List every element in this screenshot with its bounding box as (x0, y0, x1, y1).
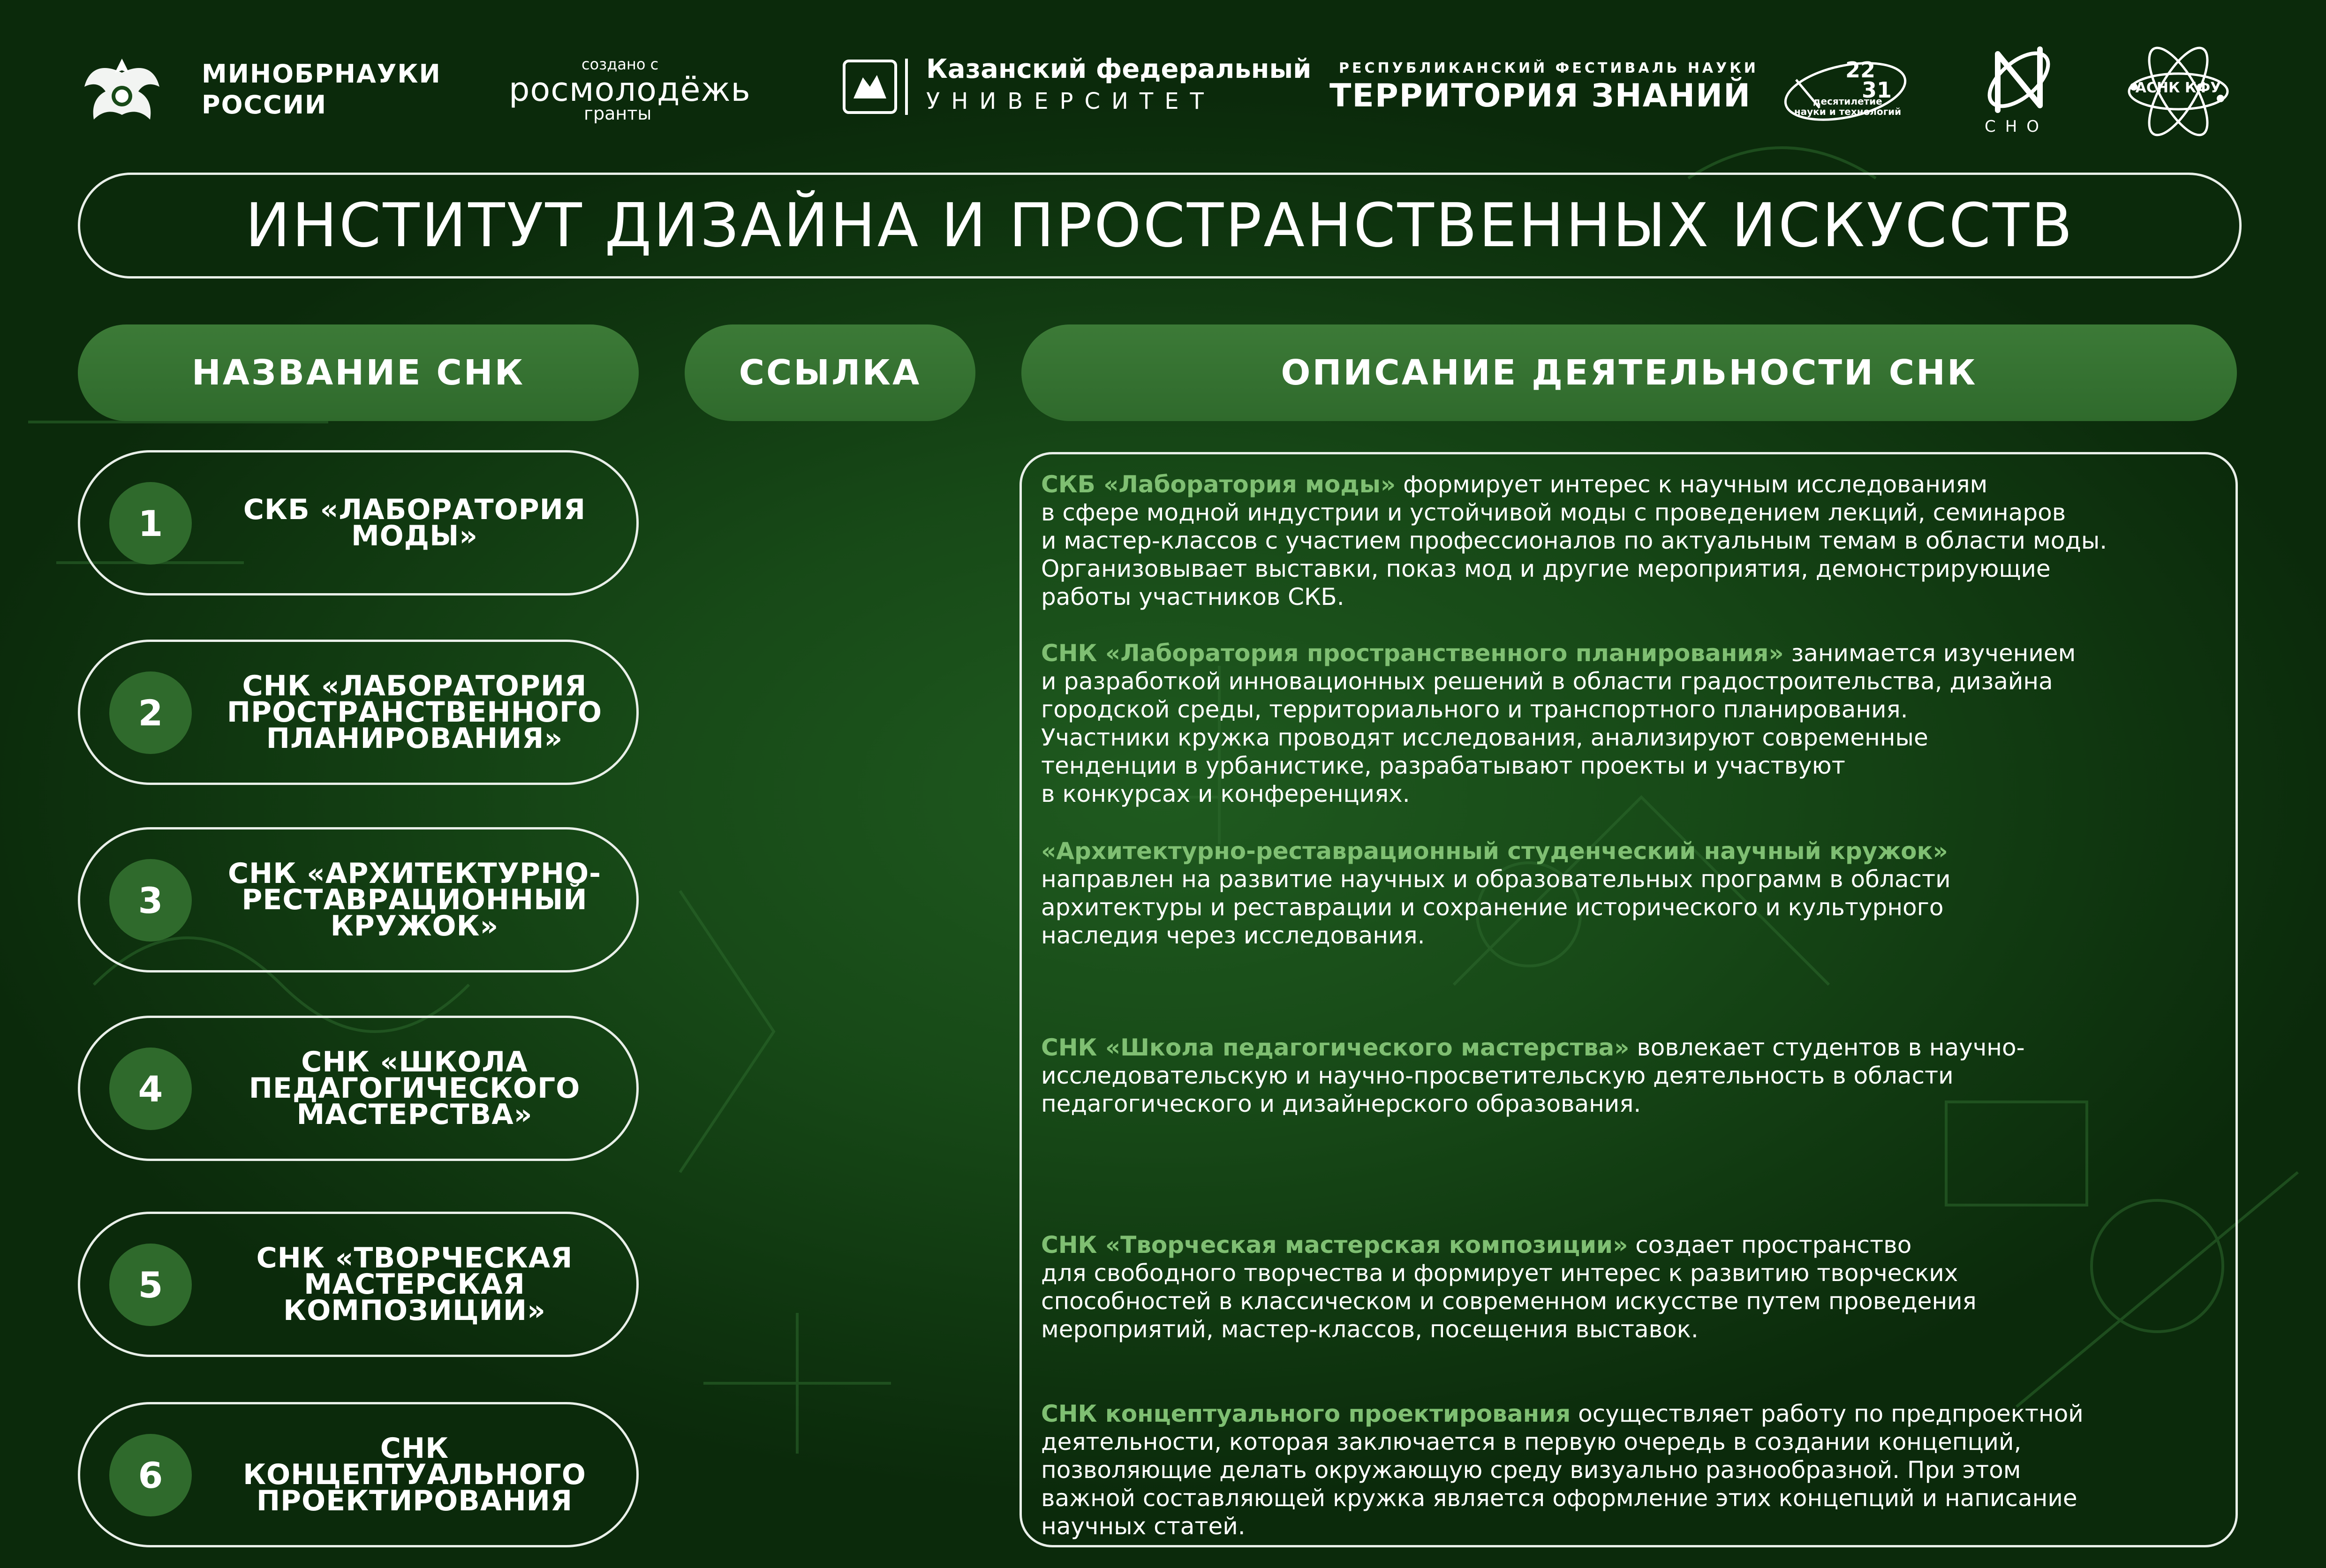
description-line: в конкурсах и конференциях. (1041, 780, 1410, 807)
minobr-line2: РОССИИ (202, 90, 327, 120)
description-line: и разработкой инновационных решений в области градостроительства, дизайна (1041, 668, 2053, 695)
column-header-link: ССЫЛКА (685, 324, 975, 421)
description-line: способностей в классическом и современном искусстве путем проведения (1041, 1288, 1977, 1315)
row-number: 2 (109, 671, 192, 754)
rosmol-name: росмолодёжь (509, 70, 751, 109)
list-item (78, 827, 639, 972)
description-line: создает пространство (1628, 1231, 1912, 1259)
row-number: 1 (109, 482, 192, 565)
description-1 (1041, 470, 2204, 611)
description-line: городской среды, территориального и транспортного планирования. (1041, 696, 1908, 723)
kfu-emblem-icon (842, 59, 898, 115)
column-header-description: ОПИСАНИЕ ДЕЯТЕЛЬНОСТИ СНК (1021, 324, 2237, 421)
row-number: 4 (109, 1048, 192, 1130)
row-number: 3 (109, 859, 192, 942)
rosmol-top-text: создано с (582, 55, 659, 73)
sno-logo-icon (1979, 40, 2059, 120)
description-line: занимается изучением (1783, 640, 2076, 667)
description-line: важной составляющей кружка является оформление этих концепций и написание (1041, 1485, 2077, 1512)
rosmol-bottom-text: гранты (584, 103, 652, 124)
description-title: СНК «Лаборатория пространственного планирования» (1041, 640, 1784, 667)
description-line: научных статей. (1041, 1513, 1246, 1540)
description-4 (1041, 1033, 2204, 1118)
description-line: исследовательскую и научно-просветительскую деятельность в области (1041, 1062, 1954, 1089)
description-title: СКБ «Лаборатория моды» (1041, 471, 1396, 498)
description-line: наследия через исследования. (1041, 922, 1425, 949)
column-header-name: НАЗВАНИЕ СНК (78, 324, 639, 421)
description-line: педагогического и дизайнерского образования. (1041, 1090, 1641, 1117)
asnk-label: АСНК КФУ (2135, 80, 2221, 96)
list-item (78, 1212, 639, 1357)
description-6 (1041, 1400, 2204, 1540)
list-item (78, 640, 639, 785)
decade-line2: науки и технологий (1794, 106, 1902, 117)
decade-line1: десятилетие (1813, 96, 1882, 107)
row-number: 5 (109, 1244, 192, 1326)
list-item (78, 1016, 639, 1161)
kfu-line2: УНИВЕРСИТЕТ (926, 88, 1215, 114)
territory-top-text: РЕСПУБЛИКАНСКИЙ ФЕСТИВАЛЬ НАУКИ (1339, 60, 1759, 76)
list-item (78, 450, 639, 596)
description-line: деятельности, которая заключается в первую очередь в создании концепций, (1041, 1428, 2022, 1455)
description-line: направлен на развитие научных и образовательных программ в области (1041, 866, 1951, 893)
minobr-logo-text (202, 59, 441, 121)
title-pill (78, 173, 2242, 279)
description-line: позволяющие делать окружающую среду визуально разнообразной. При этом (1041, 1456, 2021, 1484)
description-line: формирует интерес к научным исследованиям (1396, 471, 1988, 498)
description-title: СНК «Школа педагогического мастерства» (1041, 1034, 1630, 1061)
description-title: СНК концептуального проектирования (1041, 1400, 1571, 1427)
description-2 (1041, 639, 2204, 808)
description-line: в сфере модной индустрии и устойчивой моды с проведением лекций, семинаров (1041, 499, 2066, 526)
row-label: СНК КОНЦЕПТУАЛЬНОГО ПРОЕКТИРОВАНИЯ (243, 1432, 586, 1517)
description-3 (1041, 837, 2204, 950)
description-line: мероприятий, мастер-классов, посещения выставок. (1041, 1316, 1699, 1343)
decade-num1: 22 (1845, 57, 1876, 83)
kfu-divider (905, 59, 908, 115)
description-5 (1041, 1231, 2204, 1343)
coat-of-arms-icon (75, 45, 169, 138)
description-line: вовлекает студентов в научно- (1629, 1034, 2025, 1061)
decade-num2: 31 (1862, 77, 1892, 103)
row-label: СНК «АРХИТЕКТУРНО- РЕСТАВРАЦИОННЫЙ КРУЖОК» (227, 857, 602, 942)
description-line: тенденции в урбанистике, разрабатывают проекты и участвуют (1041, 752, 1845, 779)
description-box (1020, 452, 2238, 1547)
page-title: ИНСТИТУТ ДИЗАЙНА И ПРОСТРАНСТВЕННЫХ ИСКУССТВ (245, 190, 2074, 261)
description-line: Организовывает выставки, показ мод и другие мероприятия, демонстрирующие (1041, 555, 2051, 582)
row-label: СНК «ЛАБОРАТОРИЯ ПРОСТРАНСТВЕННОГО ПЛАНИРОВАНИЯ» (227, 670, 603, 755)
description-line: работы участников СКБ. (1041, 583, 1344, 611)
row-label: СНК «ШКОЛА ПЕДАГОГИЧЕСКОГО МАСТЕРСТВА» (249, 1046, 581, 1131)
description-line: архитектуры и реставрации и сохранение исторического и культурного (1041, 894, 1944, 921)
row-label: СКБ «ЛАБОРАТОРИЯ МОДЫ» (243, 493, 586, 552)
description-line: Участники кружка проводят исследования, анализируют современные (1041, 724, 1928, 751)
description-line: для свободного творчества и формирует интерес к развитию творческих (1041, 1259, 1958, 1287)
description-line: и мастер-классов с участием профессионалов по актуальным темам в области моды. (1041, 527, 2107, 554)
row-number: 6 (109, 1434, 192, 1516)
row-label: СНК «ТВОРЧЕСКАЯ МАСТЕРСКАЯ КОМПОЗИЦИИ» (256, 1242, 573, 1327)
sno-label: СНО (1985, 117, 2049, 136)
description-title: СНК «Творческая мастерская композиции» (1041, 1231, 1628, 1259)
description-title: «Архитектурно-реставрационный студенческий научный кружок» (1041, 837, 1948, 865)
list-item (78, 1402, 639, 1547)
minobr-line1: МИНОБРНАУКИ (202, 59, 441, 89)
description-line: осуществляет работу по предпроектной (1571, 1400, 2084, 1427)
territory-name: ТЕРРИТОРИЯ ЗНАНИЙ (1329, 77, 1751, 114)
decade-text (1791, 96, 1904, 117)
kfu-line1: Казанский федеральный (926, 54, 1312, 84)
